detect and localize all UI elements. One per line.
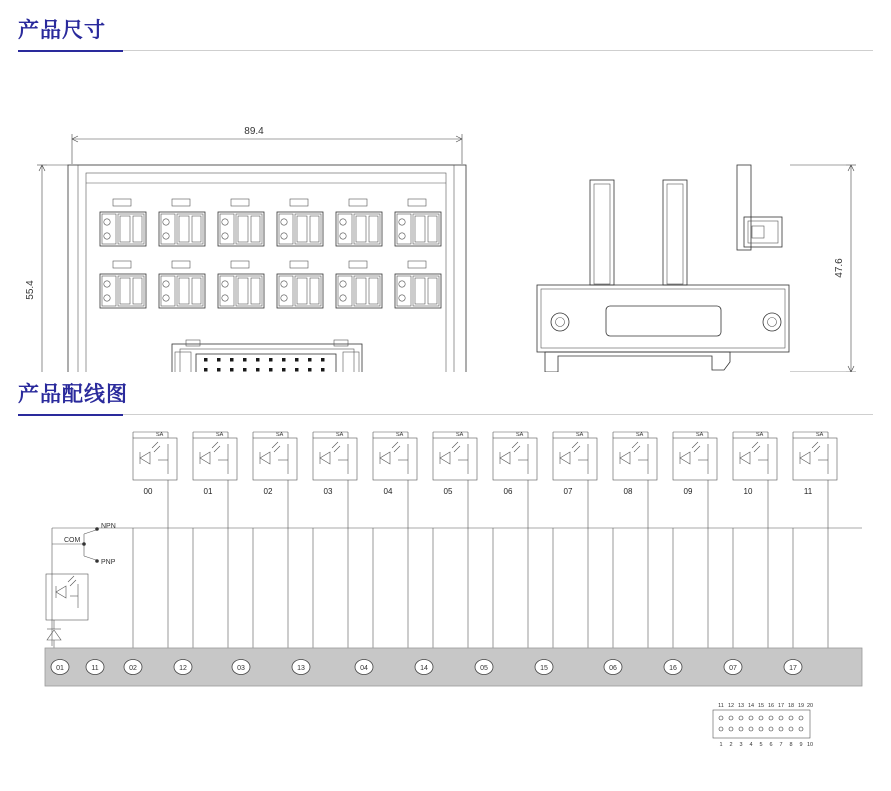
label-npn: NPN bbox=[101, 523, 116, 530]
channel-component-label: SA bbox=[396, 432, 404, 438]
header-pin-label: 13 bbox=[737, 703, 745, 709]
svg-text:06: 06 bbox=[609, 665, 617, 672]
terminal bbox=[604, 660, 622, 675]
channel-10 bbox=[733, 432, 777, 648]
channel-component-label: SA bbox=[276, 432, 284, 438]
channel-component-label: SA bbox=[516, 432, 524, 438]
terminal bbox=[174, 660, 192, 675]
svg-text:16: 16 bbox=[669, 665, 677, 672]
channel-label: 00 bbox=[143, 487, 153, 496]
header-pin-label: 14 bbox=[747, 703, 755, 709]
idc-header-pinout bbox=[713, 703, 813, 748]
header-pin-label: 18 bbox=[787, 703, 795, 709]
header-pin-label: 19 bbox=[797, 703, 805, 709]
terminal bbox=[51, 660, 69, 675]
dim-height bbox=[25, 165, 68, 372]
idc-connector-front bbox=[172, 340, 362, 372]
header-pin-label: 9 bbox=[799, 742, 803, 748]
dim-width-label: 89.4 bbox=[244, 126, 264, 137]
channel-component-label: SA bbox=[156, 432, 164, 438]
channel-component-label: SA bbox=[336, 432, 344, 438]
channel-component-label: SA bbox=[456, 432, 464, 438]
terminal bbox=[124, 660, 142, 675]
side-view bbox=[537, 165, 856, 372]
terminal bbox=[475, 660, 493, 675]
channel-label: 11 bbox=[803, 487, 813, 496]
channel-component-label: SA bbox=[636, 432, 644, 438]
terminal bbox=[292, 660, 310, 675]
wiring-diagram bbox=[0, 416, 891, 756]
channel-00 bbox=[133, 432, 177, 648]
terminal bbox=[535, 660, 553, 675]
channel-06 bbox=[493, 432, 537, 648]
page-title-dimensions: 产品尺寸 bbox=[18, 19, 106, 42]
terminal bbox=[355, 660, 373, 675]
header-pin-label: 2 bbox=[729, 742, 733, 748]
dim-width bbox=[72, 126, 462, 164]
header-pin-label: 16 bbox=[767, 703, 775, 709]
header-pin-label: 12 bbox=[727, 703, 735, 709]
svg-text:05: 05 bbox=[480, 665, 488, 672]
channel-component-label: SA bbox=[216, 432, 224, 438]
terminal bbox=[415, 660, 433, 675]
channel-label: 03 bbox=[323, 487, 333, 496]
svg-text:04: 04 bbox=[360, 665, 368, 672]
channel-label: 02 bbox=[263, 487, 273, 496]
header-pin-label: 11 bbox=[718, 703, 724, 709]
svg-text:03: 03 bbox=[237, 665, 245, 672]
channel-component-label: SA bbox=[696, 432, 704, 438]
header-pin-label: 6 bbox=[769, 742, 773, 748]
svg-text:12: 12 bbox=[179, 665, 187, 672]
terminal-rail bbox=[45, 648, 862, 686]
dim-height-label: 55.4 bbox=[25, 280, 36, 300]
dimension-drawing bbox=[0, 52, 891, 372]
channel-02 bbox=[253, 432, 297, 648]
svg-text:14: 14 bbox=[420, 665, 428, 672]
header-pin-label: 5 bbox=[759, 742, 763, 748]
channel-component-label: SA bbox=[756, 432, 764, 438]
channel-09 bbox=[673, 432, 717, 648]
terminal bbox=[724, 660, 742, 675]
channel-03 bbox=[313, 432, 357, 648]
header-pin-label: 17 bbox=[777, 703, 785, 709]
channel-01 bbox=[193, 432, 237, 648]
header-pin-label: 4 bbox=[749, 742, 753, 748]
header-pin-label: 8 bbox=[789, 742, 793, 748]
header-pin-label: 15 bbox=[757, 703, 765, 709]
label-pnp: PNP bbox=[101, 559, 116, 566]
page-title-wiring: 产品配线图 bbox=[18, 383, 128, 406]
channel-08 bbox=[613, 432, 657, 648]
output-channels bbox=[133, 432, 837, 648]
channel-label: 10 bbox=[743, 487, 753, 496]
header-pin-label: 7 bbox=[779, 742, 783, 748]
header-pin-label: 3 bbox=[739, 742, 743, 748]
channel-label: 05 bbox=[443, 487, 453, 496]
channel-label: 01 bbox=[203, 487, 213, 496]
header-pin-label: 1 bbox=[719, 742, 723, 748]
terminal bbox=[232, 660, 250, 675]
channel-label: 07 bbox=[563, 487, 573, 496]
channel-component-label: SA bbox=[576, 432, 584, 438]
svg-text:13: 13 bbox=[297, 665, 305, 672]
terminal-row-top bbox=[100, 199, 441, 246]
svg-text:02: 02 bbox=[129, 665, 137, 672]
header-pin-label: 20 bbox=[806, 703, 814, 709]
channel-label: 09 bbox=[683, 487, 693, 496]
channel-11 bbox=[793, 432, 837, 648]
terminal bbox=[664, 660, 682, 675]
dimensions-section bbox=[0, 0, 891, 52]
channel-label: 06 bbox=[503, 487, 513, 496]
divider-dimensions bbox=[18, 50, 873, 51]
channel-04 bbox=[373, 432, 417, 648]
header-pin-label: 10 bbox=[806, 742, 814, 748]
channel-label: 08 bbox=[623, 487, 633, 496]
terminal bbox=[86, 660, 104, 675]
svg-text:17: 17 bbox=[789, 665, 797, 672]
channel-label: 04 bbox=[383, 487, 393, 496]
terminal-row-bottom bbox=[100, 261, 441, 308]
common-input-stage bbox=[46, 523, 116, 648]
channel-component-label: SA bbox=[816, 432, 824, 438]
label-com: COM bbox=[64, 537, 81, 544]
divider-wiring bbox=[18, 414, 873, 415]
wiring-section bbox=[0, 378, 891, 416]
channel-07 bbox=[553, 432, 597, 648]
svg-text:11: 11 bbox=[91, 665, 99, 672]
svg-text:15: 15 bbox=[540, 665, 548, 672]
channel-05 bbox=[433, 432, 477, 648]
svg-text:07: 07 bbox=[729, 665, 737, 672]
dim-side-height-label: 47.6 bbox=[834, 258, 845, 278]
terminal bbox=[784, 660, 802, 675]
svg-text:01: 01 bbox=[56, 665, 64, 672]
